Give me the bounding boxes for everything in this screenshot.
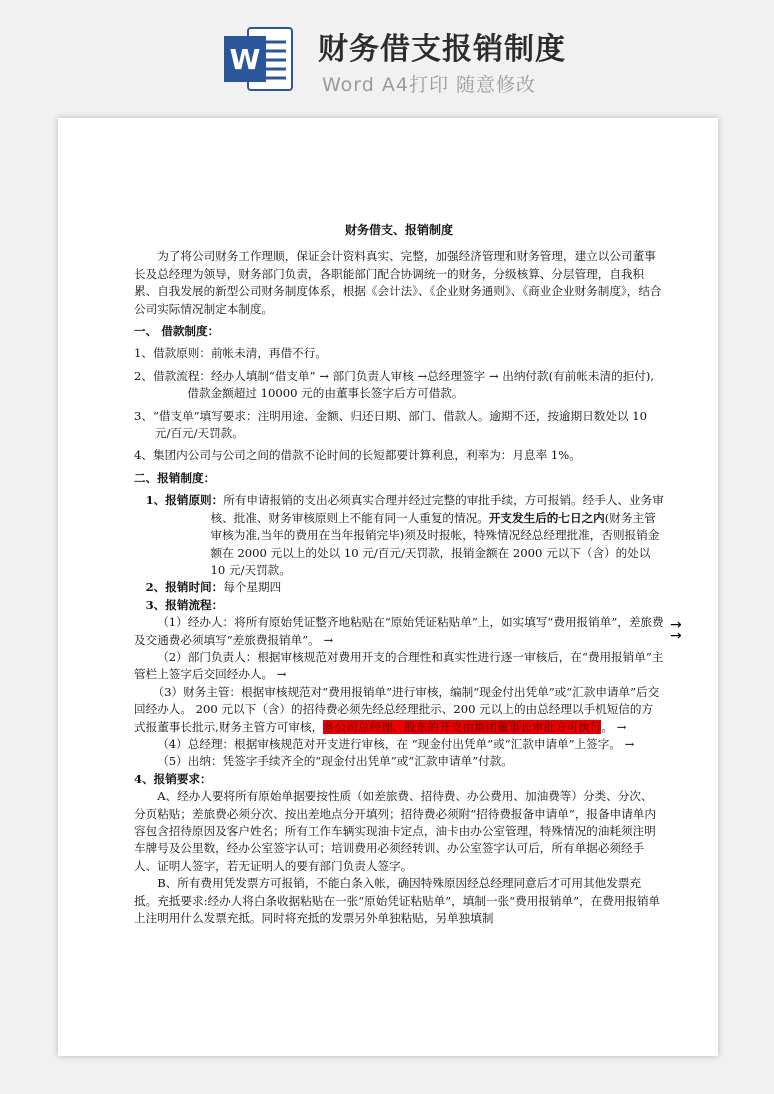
process-step-dept-head: （2）部门负责人：根据审核规范对费用开支的合理性和真实性进行逐一审核后，在“费用报销单”主管栏上签字后交回经办人。 → xyxy=(134,649,664,682)
section-1-heading: 一、 借款制度： xyxy=(134,324,220,339)
loan-process: 2、借款流程：经办人填制“借支单” → 部门负责人审核 →总经理签字 → 出纳付款(有前帐未清的拒付),借款金额超过 10000 元的由董事长签字后方可借款。 xyxy=(134,368,655,401)
process-step-handler: （1）经办人：将所有原始凭证整齐地粘贴在“原始凭证粘贴单”上，如实填写“费用报销单”，差旅费及交通费必须填写“差旅费报销单”。 → xyxy=(134,615,664,647)
requirement-b: B、所有费用凭发票方可报销，不能白条入帐，确因特殊原因经总经理同意后才可用其他发票充抵。充抵要求:经办人将白条收据粘贴在一张“原始凭证粘贴单”，填制一张“费用报销单”，在费用报销单上注明用什么发票充抵。同时将充抵的发票另外单独粘贴，另单独填制 xyxy=(134,876,661,926)
process-step-finance-end: 。 → xyxy=(601,719,627,734)
margin-arrows: → → xyxy=(670,617,682,644)
reimbursement-requirements-heading: 4、报销要求： xyxy=(134,771,212,786)
process-step-finance-text: （3）财务主管：根据审核规范对“费用报销单”进行审核，编制“现金付出凭单”或“汇款申请单”后交回经办人。 200 元以下（含）的招待费必须先经总经理批示、200 元以上的由总经理以手机短信的方式报董事长批示,财务主管方可审核， xyxy=(134,684,660,734)
process-step-cashier: （5）出纳：凭签字手续齐全的“现金付出凭单”或“汇款申请单”付款。 xyxy=(157,754,513,769)
reimbursement-time-label: 2、报销时间： xyxy=(145,580,224,595)
reimbursement-time xyxy=(134,579,664,596)
reimbursement-principle-text-c: (财务主管审核为准,当年的费用在当年报销完毕)须及时报帐，特殊情况经总经理批准，否则报销金额在 2000 元以上的处以 10 元/百元/天罚款，报销金额在 2000 元以下（含）的处以 10 元/天罚款。 xyxy=(210,510,660,577)
process-step-finance xyxy=(134,684,664,736)
word-logo-icon xyxy=(222,24,294,94)
reimbursement-time-value: 每个星期四 xyxy=(223,580,282,595)
reimbursement-principle-label: 1、报销原则： xyxy=(145,493,224,508)
page-banner xyxy=(0,0,774,110)
word-logo-letter: W xyxy=(229,43,261,76)
loan-principle: 1、借款原则：前帐未清，再借不行。 xyxy=(134,346,327,361)
reimbursement-principle-text-a: 所有申请报销的支出必须真实合理并经过完整的审批手续，方可报销。经手人、业务审核、批准、财务审核原则上不能有同一人重复的情况。 xyxy=(210,493,664,525)
section-2-heading: 二、报销制度： xyxy=(134,470,216,485)
loan-form-requirements: 3、“借支单”填写要求：注明用途、金额、归还日期、部门、借款人。逾期不还，按逾期日数处以 10 元/百元/天罚款。 xyxy=(134,408,648,441)
process-step-gm: （4）总经理：根据审核规范对开支进行审核，在 “现金付出凭单”或“汇款申请单”上签字。 → xyxy=(157,736,635,751)
banner-subtitle: Word A4打印 随意修改 xyxy=(322,74,537,96)
highlighted-approval-rule: 各公司总经理、股东的开支由集团董事长审批方可执行 xyxy=(323,719,602,734)
reimbursement-process-heading: 3、报销流程： xyxy=(145,597,224,612)
reimbursement-principle xyxy=(134,492,664,579)
document-page xyxy=(58,118,718,1056)
reimbursement-deadline: 开支发生后的七日之内 xyxy=(488,510,605,525)
document-body xyxy=(134,222,664,927)
requirement-a: A、经办人要将所有原始单据要按性质（如差旅费、招待费、办公费用、加油费等）分类、分次、分页粘贴；差旅费必须分次、按出差地点分开填列；招待费必须附“招待费报备申请单”，报备申请单内容包含招待原因及客户姓名；所有工作车辆实现油卡定点，油卡由办公室管理，特殊情况的油耗须注明车牌号及公里数，经办公室签字认可；培训费用必须经转训、办公室签字认可后，所有单据必须经手人、证明人签字，若无证明人的要有部门负责人签字。 xyxy=(134,789,656,873)
intro-paragraph: 为了将公司财务工作理顺，保证会计资料真实、完整，加强经济管理和财务管理，建立以公司董事长及总经理为领导，财务部门负责，各职能部门配合协调统一的财务，分级核算、分层管理，自我积累、自我发展的新型公司财务制度体系，根据《会计法》、《企业财务通则》、《商业企业财务制度》，结合公司实际情况制定本制度。 xyxy=(134,249,662,316)
document-title: 财务借支、报销制度 xyxy=(344,223,453,237)
banner-title: 财务借支报销制度 xyxy=(318,32,566,67)
inter-company-loan: 4、集团内公司与公司之间的借款不论时间的长短都要计算利息，利率为：月息率 1%。 xyxy=(134,448,581,463)
